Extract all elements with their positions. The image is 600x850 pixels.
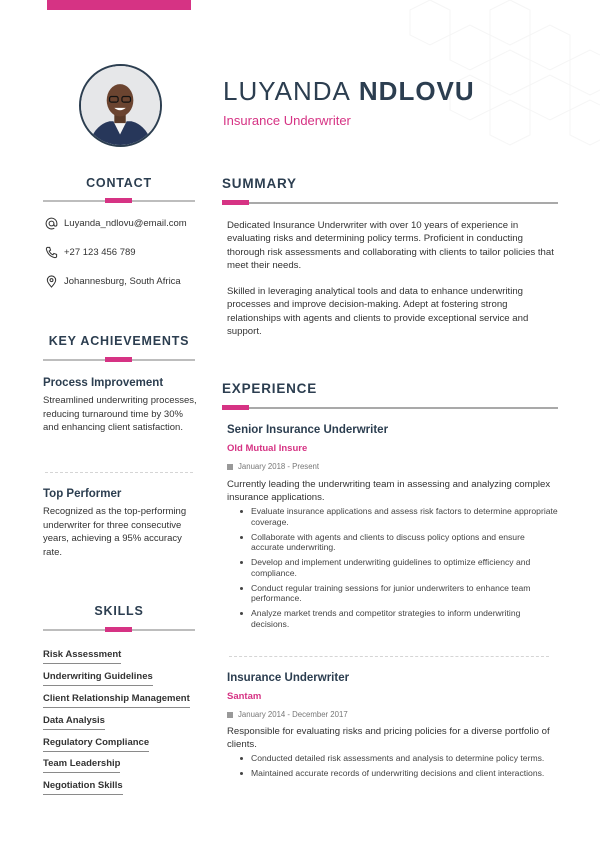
company-name: Santam: [227, 691, 262, 702]
job-description: Responsible for evaluating risks and pricing policies for a diverse portfolio of clients.: [227, 726, 550, 750]
achievement-description: Recognized as the top-performing underwriter for three consecutive years, achieving a 95% accuracy rate.: [43, 506, 187, 558]
calendar-icon: [227, 712, 233, 718]
company-name: Old Mutual Insure: [227, 443, 308, 454]
responsibility-item: Develop and implement underwriting guidelines to optimize efficiency and compliance.: [238, 557, 560, 578]
skill-item: Risk Assessment: [43, 649, 121, 664]
responsibility-item: Evaluate insurance applications and assess risk factors to determine appropriate coverage.: [238, 506, 560, 527]
achievement-title: Process Improvement: [43, 377, 164, 389]
divider-accent: [222, 200, 249, 205]
contact-email[interactable]: [45, 217, 187, 230]
contact-phone[interactable]: [45, 246, 136, 259]
contact-email-text: Luyanda_ndlovu@email.com: [64, 218, 187, 229]
job-dates: [227, 462, 319, 471]
job-title: Insurance Underwriter: [223, 113, 351, 128]
job-title-entry: Senior Insurance Underwriter: [227, 424, 389, 436]
contact-location-text: Johannesburg, South Africa: [64, 276, 181, 287]
job-description: Currently leading the underwriting team in assessing and analyzing complex insurance applications.: [227, 479, 551, 503]
at-icon: [45, 217, 58, 230]
job-title-entry: Insurance Underwriter: [227, 672, 350, 684]
responsibility-item: Conducted detailed risk assessments and analysis to determine policy terms.: [238, 753, 560, 764]
summary-paragraph: Dedicated Insurance Underwriter with over 10 years of experience in evaluating risks and determining policy terms. Proficient in conducting thorough risk assessments and collaborating with clients to tailor policies that meet their needs.: [227, 220, 554, 271]
divider-accent: [222, 405, 249, 410]
responsibility-item: Analyze market trends and competitor strategies to inform underwriting decisions.: [238, 608, 560, 629]
location-pin-icon: [45, 275, 58, 288]
job-dates: [227, 710, 348, 719]
responsibility-item: Maintained accurate records of underwriting decisions and client interactions.: [238, 768, 560, 779]
top-accent-bar: [47, 0, 191, 10]
divider-accent: [105, 198, 132, 203]
achievements-divider: [43, 359, 195, 361]
achievement-title: Top Performer: [43, 488, 122, 500]
contact-divider: [43, 200, 195, 202]
responsibility-item: Collaborate with agents and clients to discuss policy options and ensure accurate underwriting.: [238, 532, 560, 553]
person-photo-icon: [81, 66, 160, 145]
job-responsibilities: [238, 506, 560, 634]
contact-heading: CONTACT: [86, 176, 152, 190]
job-dates-text: January 2018 - Present: [238, 462, 320, 471]
calendar-icon: [227, 464, 233, 470]
skill-item: Client Relationship Management: [43, 693, 190, 708]
experience-divider: [222, 407, 558, 409]
skill-item: Underwriting Guidelines: [43, 671, 153, 686]
skill-item: Negotiation Skills: [43, 780, 123, 795]
job-responsibilities: [238, 753, 560, 783]
experience-heading: EXPERIENCE: [222, 381, 318, 396]
achievement-description: Streamlined underwriting processes, reducing turnaround time by 30% and enhancing client satisfaction.: [43, 395, 197, 433]
candidate-name: [223, 76, 475, 107]
skill-item: Team Leadership: [43, 758, 120, 773]
first-name: LUYANDA: [223, 76, 351, 106]
contact-location: [45, 275, 181, 288]
last-name: NDLOVU: [358, 76, 475, 106]
achievement-separator: [45, 472, 193, 473]
job-dates-text: January 2014 - December 2017: [238, 710, 348, 719]
achievements-heading: KEY ACHIEVEMENTS: [48, 334, 190, 348]
contact-phone-text: +27 123 456 789: [64, 247, 136, 258]
phone-icon: [45, 246, 58, 259]
skills-heading: SKILLS: [94, 604, 144, 618]
summary-paragraph: Skilled in leveraging analytical tools and data to enhance underwriting processes and improve decision-making. Adept at fostering strong relationships with agents and clients to provide exceptional service and support.: [227, 286, 529, 337]
responsibility-item: Conduct regular training sessions for junior underwriters to enhance team performance.: [238, 583, 560, 604]
skill-item: Regulatory Compliance: [43, 737, 149, 752]
divider-accent: [105, 627, 132, 632]
skills-divider: [43, 629, 195, 631]
summary-heading: SUMMARY: [222, 176, 297, 191]
divider-accent: [105, 357, 132, 362]
skill-item: Data Analysis: [43, 715, 105, 730]
profile-photo: [79, 64, 162, 147]
job-separator: [229, 656, 549, 657]
summary-divider: [222, 202, 558, 204]
